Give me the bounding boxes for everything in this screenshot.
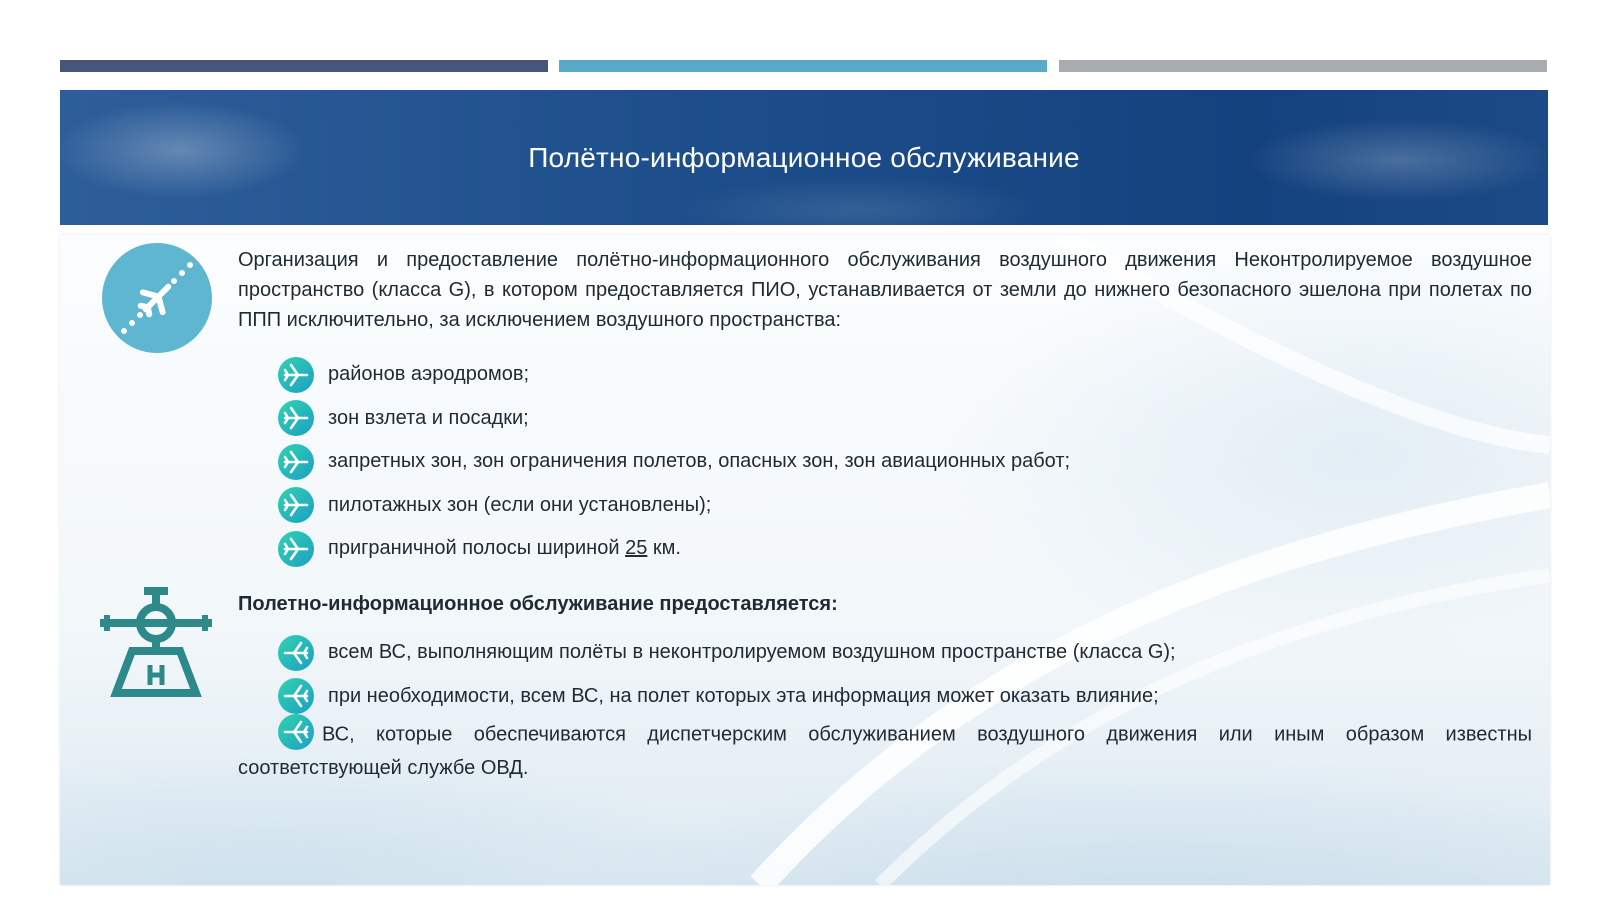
intro-paragraph: Организация и предоставление полётно-информационного обслуживания воздушного движения Неконтролируемое воздушное пространство (класса G), в котором предоставляется ПИО, устанавливается от земли до нижнего безопасного эшелона при полетах по ППП исключительно, за исключением воздушного пространства:: [238, 249, 1532, 331]
title-banner: [60, 90, 1548, 225]
top-stripe-gray: [1059, 60, 1547, 72]
list-item: [278, 353, 1070, 397]
list-item-text: запретных зон, зон ограничения полетов, опасных зон, зон авиационных работ;: [328, 450, 1071, 473]
slide-title: Полётно-информационное обслуживание: [528, 142, 1080, 173]
airplane-bullet-icon: [278, 400, 314, 436]
list-item: [238, 717, 1532, 783]
airplane-bullet-icon: [278, 714, 314, 750]
provided-heading: Полетно-информационное обслуживание предоставляется:: [238, 593, 838, 615]
strip-width-value: 25: [625, 537, 648, 560]
airplane-bullet-icon: [278, 357, 314, 393]
top-stripe-dark: [60, 60, 548, 72]
list-item: [278, 631, 1176, 675]
list-item: [278, 675, 1176, 719]
airplane-bullet-icon: [278, 531, 314, 567]
list-item-text: всем ВС, выполняющим полёты в неконтролируемом воздушном пространстве (класса G);: [328, 641, 1176, 664]
list-item-text-start: приграничной полосы шириной: [328, 537, 626, 560]
list-item-text: районов аэродромов;: [328, 363, 529, 386]
airplane-takeoff-circle-icon: [102, 243, 212, 353]
list-item-text: зон взлета и посадки;: [328, 406, 529, 429]
list-item: [278, 484, 1070, 528]
list-item: [278, 527, 1070, 571]
airplane-bullet-icon: [278, 444, 314, 480]
top-stripe-blue: [559, 60, 1047, 72]
airplane-bullet-icon: [278, 678, 314, 714]
list-item-text: при необходимости, всем ВС, на полет которых эта информация может оказать влияние;: [328, 684, 1159, 707]
control-tower-runway-icon: [100, 585, 212, 697]
recipients-list: [278, 631, 1176, 718]
list-item: [278, 397, 1070, 441]
airplane-bullet-icon: [278, 487, 314, 523]
content-panel: [60, 235, 1550, 885]
list-item-text: пилотажных зон (если они установлены);: [328, 493, 712, 516]
list-item-text: ВС, которые обеспечиваются диспетчерским обслуживанием воздушного движения или иным образом известны соответствующей службе ОВД.: [238, 723, 1532, 779]
list-item-text: [328, 537, 681, 560]
exclusions-list: [278, 353, 1070, 571]
airplane-bullet-icon: [278, 635, 314, 671]
list-item: [278, 440, 1070, 484]
list-item-text-end: км.: [647, 537, 681, 560]
